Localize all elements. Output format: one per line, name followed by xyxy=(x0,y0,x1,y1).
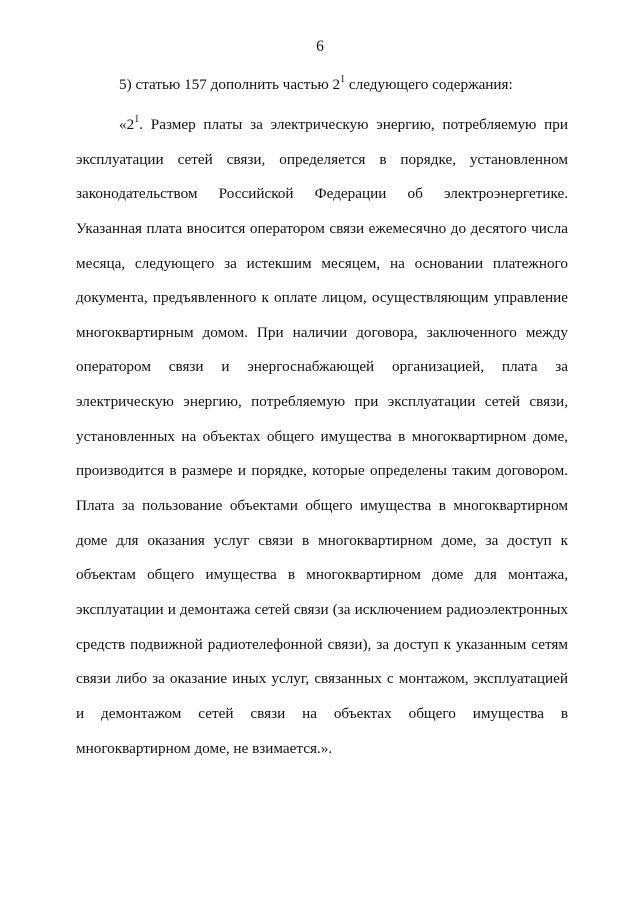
text-line: связи либо за оказание иных услуг, связанных с монтажом, эксплуатацией xyxy=(76,670,568,688)
text-line: многоквартирным домом. При наличии договора, заключенного между xyxy=(76,323,568,341)
text-line: доме для оказания услуг связи в многоквартирном доме, за доступ к xyxy=(76,531,568,549)
text-line: эксплуатации и демонтажа сетей связи (за исключением радиоэлектронных xyxy=(76,600,568,618)
amendment-item-text: 5) статью 157 дополнить частью 2 xyxy=(119,76,341,93)
page-number: 6 xyxy=(316,38,324,55)
text-line: месяца, следующего за истекшим месяцем, на основании платежного xyxy=(76,254,568,272)
quoted-article-text xyxy=(76,108,568,766)
text-line: эксплуатации сетей связи, определяется в порядке, установленном xyxy=(76,150,568,168)
text-line-last: многоквартирном доме, не взимается.». xyxy=(76,739,333,757)
text-line: оператором связи и энергоснабжающей организацией, плата за xyxy=(76,358,568,376)
text-line: установленных на объектах общего имущества в многоквартирном доме, xyxy=(76,427,568,445)
text-line: законодательством Российской Федерации об электроэнергетике. xyxy=(76,185,568,203)
superscript: 1 xyxy=(134,113,140,125)
text-line: объектам общего имущества в многоквартирном доме для монтажа, xyxy=(76,566,568,584)
text-line: Плата за пользование объектами общего имущества в многоквартирном xyxy=(76,497,568,515)
superscript: 1 xyxy=(340,73,346,85)
text-line: электрическую энергию, потребляемую при эксплуатации сетей связи, xyxy=(76,393,568,411)
amendment-item-text-end: следующего содержания: xyxy=(345,76,513,93)
text-line: и демонтажом сетей связи на объектах общего имущества в xyxy=(76,704,568,722)
text-line: «$2^1$. Размер платы за электрическую энергию, потребляемую при xyxy=(119,113,568,133)
amendment-item-5 xyxy=(119,73,513,94)
text-line: Указанная плата вносится оператором связи ежемесячно до десятого числа xyxy=(76,219,568,237)
text-line: производится в размере и порядке, которые определены таким договором. xyxy=(76,462,568,480)
text-line: документа, предъявленного к оплате лицом, осуществляющим управление xyxy=(76,289,568,307)
text-line: средств подвижной радиотелефонной связи), за доступ к указанным сетям xyxy=(76,635,568,653)
